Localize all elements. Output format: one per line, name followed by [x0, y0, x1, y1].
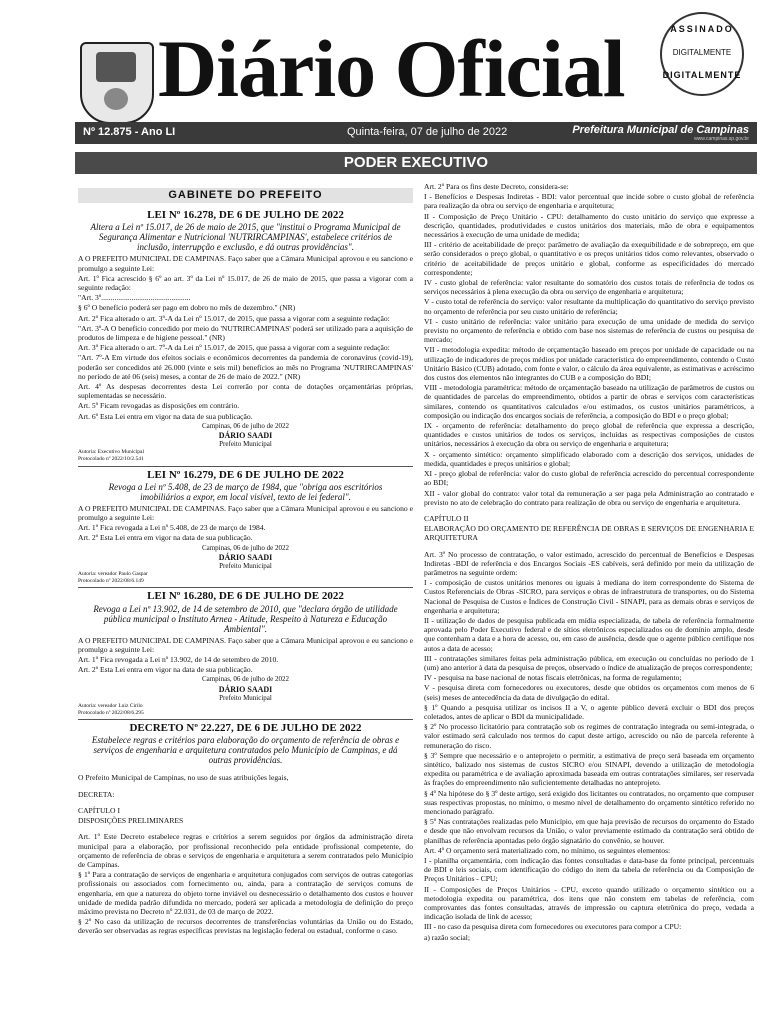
signer-role: Prefeito Municipal: [219, 440, 272, 449]
paragraph: A O PREFEITO MUNICIPAL DE CAMPINAS. Faço saber que a Câmara Municipal aprovou e eu sanciono e promulgo a seguinte Lei:: [78, 254, 413, 273]
paragraph: Art. 4º O orçamento será materializado com, no mínimo, os seguintes elementos:: [424, 845, 671, 855]
paragraph: § 3º Sempre que necessário e o anteprojeto o permitir, a estimativa de preço será baseada em orçamento sintético, balizado nos sistemas de custos SICRO e/ou SINAPI, devendo a utilização de metodologia expedita ou paramétrica e de avaliação aproximada baseada em outras contratações similares, ser reservada às frações do empreendimento não suficientemente detalhadas no anteprojeto.: [424, 750, 754, 788]
paragraph: IX - orçamento de referência: detalhamento do preço global de referência que expressa a descrição, quantidades e custos unitários de todos os serviços, incluídas as respectivas composições de custos unitários, necessários à execução da obra ou serviço de engenharia e arquitetura;: [424, 421, 754, 449]
paragraph: II - Composições de Preços Unitários - CPU, exceto quando utilizado o orçamento sintético ou a metodologia expedita ou paramétrica, dos itens que não constem em tabelas de referência, com comprovantes das fontes consultadas, através de impressão ou captura eletrônica do preço, vedada a indicação isolada de link de acesso;: [424, 884, 754, 922]
city-coat-of-arms-icon: [80, 42, 154, 124]
digital-signature-seal-icon: [660, 12, 744, 96]
paragraph: Art. 3º No processo de contratação, o valor estimado, acrescido do percentual de Benefícios e Despesas Indiretas -BDI de referência e dos Encargos Sociais -ES cabíveis, será definido por meio da utilização de parâmetros na seguinte ordem:: [424, 549, 754, 577]
divider: [78, 466, 413, 467]
paragraph: A O PREFEITO MUNICIPAL DE CAMPINAS. Faço saber que a Câmara Municipal aprovou e eu sanciono e promulgo a seguinte Lei:: [78, 503, 413, 523]
chapter-number: CAPÍTULO II: [424, 513, 469, 523]
paragraph: DECRETA:: [78, 789, 115, 799]
paragraph: Art. 4º As despesas decorrentes desta Lei correrão por conta de dotações orçamentárias próprias, suplementadas se necessário.: [78, 382, 413, 401]
paragraph: Art. 3º Fica alterado o art. 7º-A da Lei nº 15.017, de 2015, que passa a vigorar com a seguinte redação:: [78, 343, 390, 353]
paragraph: XI - preço global de referência: valor do custo global de referência acrescido do percentual correspondente ao BDI;: [424, 469, 754, 488]
signer-name: DÁRIO SAADI: [218, 431, 273, 441]
divider: [78, 719, 413, 720]
signer-role: Prefeito Municipal: [219, 693, 272, 702]
protocol-number: Protocolado nº 2022/08/6.149: [78, 577, 144, 584]
chapter-title: ELABORAÇÃO DO ORÇAMENTO DE REFERÊNCIA DE OBRAS E SERVIÇOS DE ENGENHARIA E ARQUITETURA: [424, 524, 754, 543]
signer-name: DÁRIO SAADI: [218, 684, 273, 694]
law-16279-ementa: Revoga a Lei nº 5.408, de 23 de março de 1984, que "obriga aos escritórios imobiliários a expor, em local visível, texto de lei federal".: [108, 481, 383, 502]
paragraph: II - Composição de Preço Unitário - CPU: detalhamento do custo unitário do serviço que expresse a descrição, quantidades, produtividades e custos unitários dos materiais, mão de obra e equipamentos necessários à execução de uma unidade de medida;: [424, 211, 754, 240]
paragraph: VII - metodologia expedita: método de orçamentação baseado em preços por unidade de capacidade ou na utilização de indicadores de preços médios por unidade característica do empreendimento, contendo o Custo Unitário Básico (CUB) adotado, com fonte e valor, o cálculo da área equivalente, as estimativas e acréscimo dos custos dos elementos não integrantes do CUB e a composição do BDI;: [424, 345, 754, 383]
paragraph: I - composição de custos unitários menores ou iguais à mediana do item correspondente do Sistema de Custos Referenciais de Obras -SICRO, para serviços e obras de infraestrutura de transportes, ou do Sistema Nacional de Pesquisa de Custos e Índices de Construção Civil - SINAPI, para as demais obras e serviços de engenharia e arquitetura;: [424, 578, 754, 615]
paragraph: VIII - metodologia paramétrica: método de orçamentação baseado na utilização de parâmetros de custos ou de quantidades de parcelas do empreendimento, obtidos a partir de obras e serviços com características similares, contendo os quantitativos calculados e/ou estimados, os custos unitários paramétricos, a composição ou indicação dos encargos sociais de referência, a composição do BDI e o preço global;: [424, 383, 754, 420]
signing-place-date: Campinas, 06 de julho de 2022: [201, 421, 290, 430]
gabinete-header: GABINETE DO PREFEITO: [78, 188, 413, 203]
seal-bottom-text: DIGITALMENTE: [662, 70, 742, 80]
paragraph: § 6º O benefício poderá ser pago em dobro no mês de dezembro." (NR): [78, 303, 296, 313]
paragraph: § 1º Para a contratação de serviços de engenharia e arquitetura conjugados com serviços de outras categorias profissionais ou associados com fornecimento ou, ainda, para a contratação de serviços comuns de engenharia, em que a natureza do objeto torne inviável ou desnecessário o detalhamento dos custos e houver unidade de medida padrão difundida no mercado, poderá ser aplicada a metodologia de definição do preço máximo prevista no Decreto nº 22.031, de 03 de março de 2022.: [78, 870, 413, 916]
paragraph: V - pesquisa direta com fornecedores ou executores, desde que obtidos os orçamentos com menos de 6 (seis) meses de antecedência da data de divulgação do edital.: [424, 683, 754, 702]
paragraph: IV - pesquisa na base nacional de notas fiscais eletrônicas, na forma de regulamento;: [424, 673, 682, 683]
paragraph: "Art. 3º-A O benefício concedido por meio do 'NUTRIRCAMPINAS' poderá ser utilizado para a aquisição de produtos de limpeza e de higiene pessoal." (NR): [78, 323, 413, 343]
seal-middle-text: DIGITALMENTE: [672, 48, 732, 57]
paragraph: Art. 1º Este Decreto estabelece regras e critérios a serem seguidos por órgãos da administração direta municipal para a elaboração, por profissional reconhecido pela entidade profissional competente, do orçamento de referência de obras e serviços de engenharia e arquitetura a serem contratados pelo Município de Campinas.: [78, 832, 413, 869]
paragraph: § 4º Na hipótese do § 3º deste artigo, será exigido dos licitantes ou contratados, no orçamento que compuser suas respectivas propostas, no mínimo, o mesmo nível de detalhamento do orçamento sintético referido no mencionado parágrafo.: [424, 788, 754, 816]
section-header: PODER EXECUTIVO: [75, 152, 757, 174]
publisher-name: Prefeitura Municipal de Campinas: [572, 124, 749, 136]
newspaper-title: Diário Oficial: [158, 23, 625, 114]
paragraph: Art. 2º Esta Lei entra em vigor na data de sua publicação.: [78, 665, 253, 675]
edition-number: Nº 12.875 - Ano LI: [83, 126, 176, 138]
paragraph: § 5º Nas contratações realizadas pelo Município, em que haja previsão de recursos do orçamento do Estado e desde que não envolvam recursos da União, o valor previamente estimado da contratação será obtido de planilhas de referência apontadas pelo órgão signatário do convênio, se houver.: [424, 817, 754, 845]
authorship: Autoria: Executivo Municipal: [78, 449, 144, 456]
decree-22227-heading: DECRETO Nº 22.227, DE 6 DE JULHO DE 2022: [129, 722, 362, 735]
paragraph: "Art. 7º-A Em virtude dos efeitos sociais e econômicos decorrentes da pandemia de coronavírus (covid-19), poderão ser concedidos até 26.000 (vinte e seis mil) benefícios ao mês no Programa 'NUTRIRCAMPINAS' no período de até 06 (seis) meses, a contar de 26 de maio de 2022." (NR): [78, 353, 413, 381]
signer-role: Prefeito Municipal: [219, 562, 272, 571]
paragraph: III - critério de aceitabilidade de preço: parâmetro de avaliação da exequibilidade e de sobrepreço, em que serão considerados o preço global, o quantitativo e os preços unitários tidos como relevantes, observado o critério de aceitabilidade de preços unitário e global, conforme as especificidades do mercado correspondente;: [424, 240, 754, 277]
article-3-4-text: [424, 550, 754, 942]
paragraph: IV - custo global de referência: valor resultante do somatório dos custos totais de referência de todos os serviços necessários à plena execução da obra ou serviço de engenharia e arquitetura;: [424, 278, 754, 297]
paragraph: O Prefeito Municipal de Campinas, no uso de suas atribuições legais,: [78, 773, 289, 783]
masthead: [0, 0, 770, 122]
edition-date: Quinta-feira, 07 de julho de 2022: [347, 126, 508, 138]
divider: [78, 587, 413, 588]
paragraph: "Art. 3º...............................................: [78, 293, 191, 303]
decree-22227-ementa: Estabelece regras e critérios para elaboração do orçamento de referência de obras e serviços de engenharia e arquitetura contratados pelo Município de Campinas, e dá outras providências.: [91, 735, 400, 766]
paragraph: § 2º No caso da utilização de recursos decorrentes de transferências voluntárias da União ou do Estado, deverão ser observadas as regras específicas previstas na legislação federal ou estadual, conforme o caso.: [78, 917, 413, 936]
protocol-number: Protocolado nº 2022/10/2.541: [78, 456, 144, 463]
law-16278-heading: LEI Nº 16.278, DE 6 DE JULHO DE 2022: [147, 209, 344, 222]
paragraph: III - contratações similares feitas pela administração pública, em execução ou concluídas no período de 1 (um) ano anterior à data da pesquisa de preços, observado o índice de atualização de preços correspondente;: [424, 653, 754, 672]
authorship: Autoria: vereador Luiz Cirilo: [78, 703, 143, 710]
paragraph: Art. 1º Fica revogada a Lei nº 5.408, de 23 de março de 1984.: [78, 523, 266, 533]
law-16279-heading: LEI Nº 16.279, DE 6 DE JULHO DE 2022: [147, 468, 344, 481]
paragraph: XII - valor global do contrato: valor total da remuneração a ser paga pela Administração ao contratado e previsto no ato de celebração do contrato para realização de obra ou serviço de engenharia e arquitetura.: [424, 488, 754, 507]
signer-name: DÁRIO SAADI: [218, 552, 273, 562]
paragraph: a) razão social;: [424, 932, 470, 942]
law-16278-ementa: Altera a Lei nº 15.017, de 26 de maio de 2015, que "institui o Programa Municipal de Segurança Alimentar e Nutricional 'NUTRIRCAMPINAS', estabelece critérios de inclusão, interrupção e exclusão, e dá outras providências".: [90, 222, 401, 253]
law-16280-heading: LEI Nº 16.280, DE 6 DE JULHO DE 2022: [147, 590, 344, 603]
paragraph: Art. 6º Esta Lei entra em vigor na data de sua publicação.: [78, 411, 253, 421]
paragraph: Art. 5º Ficam revogadas as disposições em contrário.: [78, 401, 240, 411]
seal-top-text: ASSINADO: [670, 24, 734, 34]
article-2-definitions: [424, 182, 754, 507]
authorship: Autoria: vereador Paulo Gaspar: [78, 571, 148, 578]
paragraph: Art. 2º Fica alterado o art. 3º-A da Lei nº 15.017, de 2015, que passa a vigorar com a seguinte redação:: [78, 313, 390, 323]
paragraph: Art. 1º Fica acrescido § 6º ao art. 3º da Lei nº 15.017, de 26 de maio de 2015, que passa a vigorar com a seguinte redação:: [78, 273, 413, 293]
left-column: [78, 182, 413, 937]
chapter-title: DISPOSIÇÕES PRELIMINARES: [78, 816, 184, 826]
edition-bar: [75, 122, 757, 144]
chapter-number: CAPÍTULO I: [78, 805, 120, 815]
paragraph: Art. 1º Fica revogada a Lei nº 13.902, de 14 de setembro de 2010.: [78, 655, 279, 665]
paragraph: I - planilha orçamentária, com indicação das fontes consultadas e data-base da fonte principal, percentuais de BDI e leis sociais, com identificação do código do item da tabela de referência ou da Composição de Preços Unitários - CPU;: [424, 856, 754, 884]
protocol-number: Protocolado nº 2022/08/6.295: [78, 709, 144, 716]
paragraph: VI - custo unitário de referência: valor unitário para execução de uma unidade de medida do serviço previsto no orçamento de referência e obtido com base nos sistemas de referência de custos ou pesquisa de mercado;: [424, 316, 754, 345]
right-column: [424, 182, 754, 943]
paragraph: I - Benefícios e Despesas Indiretas - BDI: valor percentual que incide sobre o custo global de referência para realização da obra ou serviço de engenharia e arquitetura;: [424, 192, 754, 211]
law-16280-ementa: Revoga a Lei nº 13.902, de 14 de setembro de 2010, que "declara órgão de utilidade pública municipal o Instituto Arnea - Atitude, Respeito à Natureza e Educação Ambiental".: [93, 603, 398, 634]
signing-place-date: Campinas, 06 de julho de 2022: [201, 543, 290, 552]
paragraph: III - no caso da pesquisa direta com fornecedores ou executores para compor a CPU:: [424, 922, 682, 932]
paragraph: X - orçamento sintético: orçamento simplificado elaborado com a descrição dos serviços, unidades de medida, quantidades e preços unitários e global;: [424, 449, 754, 468]
paragraph: Art. 2º Para os fins deste Decreto, considera-se:: [424, 182, 569, 191]
paragraph: V - custo total de referência do serviço: valor resultante da multiplicação do quantitativo do serviço previsto no orçamento de referência por seu custo unitário de referência;: [424, 297, 754, 316]
paragraph: § 2º No processo licitatório para contratação sob os regimes de contratação integrada ou semi-integrada, o valor estimado será calculado nos termos do caput deste artigo, acrescido ou não de parcela referente à remuneração do risco.: [424, 722, 754, 750]
paragraph: § 1º Quando a pesquisa utilizar os incisos II a V, o agente público deverá excluir o BDI dos preços coletados, antes de aplicar o BDI da municipalidade.: [424, 702, 754, 721]
signing-place-date: Campinas, 06 de julho de 2022: [201, 675, 290, 684]
paragraph: A O PREFEITO MUNICIPAL DE CAMPINAS. Faço saber que a Câmara Municipal aprovou e eu sanciono e promulgo a seguinte Lei:: [78, 635, 413, 654]
paragraph: Art. 2º Esta Lei entra em vigor na data de sua publicação.: [78, 533, 253, 543]
publisher-url[interactable]: www.campinas.sp.gov.br: [694, 136, 749, 142]
paragraph: II - utilização de dados de pesquisa publicada em mídia especializada, de tabela de referência formalmente aprovada pelo Poder Executivo federal e de sítios eletrônicos especializados ou de domínio amplo, desde que contenham a data e a hora de acesso, ou, em caso de ausência, desde que o agente público certifique nos autos a data de acesso;: [424, 615, 754, 653]
